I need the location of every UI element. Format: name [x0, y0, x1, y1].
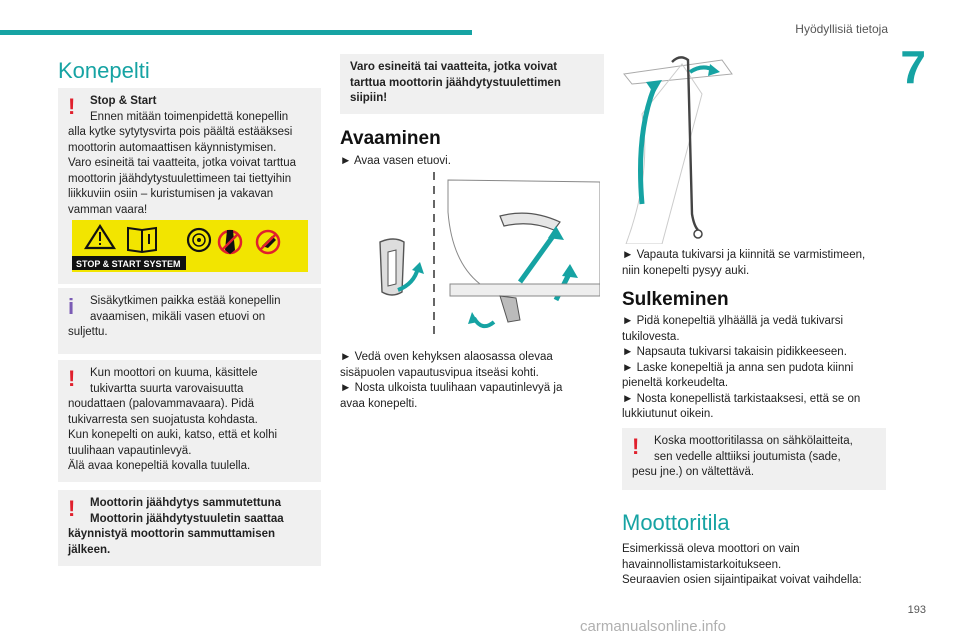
- warning-line: siipiin!: [350, 92, 388, 104]
- watermark: carmanualsonline.info: [580, 618, 726, 635]
- warning-line: Kun moottori on kuuma, käsittele: [90, 367, 258, 379]
- warning-line: tukivartta suurta varovaisuutta: [90, 382, 244, 395]
- warning-line: tuulihaan vapautinlevyä.: [68, 444, 192, 457]
- info-line: Sisäkytkimen paikka estää konepellin: [90, 295, 281, 307]
- warning-line: moottorin automaattisen käynnistymisen.: [68, 141, 277, 154]
- warning-line: alla kytke sytytysvirta pois päältä estääksesi: [68, 126, 293, 138]
- warning-line: sen vedelle alttiiksi joutumista (sade,: [654, 450, 841, 463]
- warning-line: Kun konepelti on auki, katso, että et kolhi: [68, 429, 278, 441]
- fan-icon: [188, 229, 210, 251]
- warning-icon: !: [68, 366, 76, 391]
- section-title: Hyödyllisiä tietoja: [795, 22, 888, 36]
- warning-title: Stop & Start: [90, 95, 157, 107]
- warning-triangle-icon: [86, 226, 114, 248]
- step-line: avaa konepelti.: [340, 397, 418, 410]
- warning-line: jälkeen.: [68, 543, 111, 556]
- page-number: 193: [907, 604, 926, 616]
- warning-box-cooling-fan: [58, 490, 321, 566]
- step-line: ► Napsauta tukivarsi takaisin pidikkeeseen.: [622, 346, 847, 358]
- step-prop-rod: [622, 248, 886, 279]
- warning-box-stop-start: [58, 88, 321, 284]
- warning-line: moottorin jäähdytystuulettimeen tai tiettyihin: [68, 172, 292, 185]
- warning-line: Moottorin jäähdytystuuletin saattaa: [90, 512, 284, 525]
- info-box-door-switch: [58, 288, 321, 354]
- warning-box-hot-engine: [58, 360, 321, 482]
- warning-line: vamman vaara!: [68, 203, 148, 216]
- hood-release-illustration: [370, 172, 600, 340]
- warning-line: tarttua moottorin jäähdytystuulettimen: [350, 76, 561, 89]
- step-line: ► Pidä konepeltiä ylhäällä ja vedä tukivarsi: [622, 315, 844, 327]
- warning-line: Koska moottoritilassa on sähkölaitteita,: [654, 435, 853, 447]
- paragraph-line: Seuraavien osien sijaintipaikat voivat vaihdella:: [622, 574, 862, 586]
- info-line: avaamisen, mikäli vasen etuovi on: [90, 310, 266, 323]
- stop-start-warning-banner: [72, 220, 308, 272]
- paragraph-line: havainnollistamistarkoitukseen.: [622, 558, 782, 571]
- header-accent-bar: [0, 30, 472, 35]
- step-line: ► Nosta ulkoista tuulihaan vapautinlevyä ja: [340, 382, 563, 394]
- warning-icon: !: [632, 434, 640, 459]
- warning-icon: !: [68, 94, 76, 119]
- warning-line: Älä avaa konepeltiä kovalla tuulella.: [68, 460, 251, 472]
- info-line: suljettu.: [68, 326, 108, 338]
- step-line: ► Vapauta tukivarsi ja kiinnitä se varmistimeen,: [622, 249, 866, 261]
- chapter-number: 7: [900, 41, 926, 93]
- step-text: ► Avaa vasen etuovi.: [340, 155, 451, 167]
- warning-line: liikkuviin osiin – kuristumisen ja vakavan: [68, 188, 274, 200]
- section-heading-engine: Moottoritila: [622, 510, 730, 535]
- warning-line: tukivarresta sen suojatusta kohdasta.: [68, 413, 258, 426]
- warning-box-fan-blades: [340, 54, 604, 114]
- step-line: sisäpuolen vapautusvipua itseäsi kohti.: [340, 366, 539, 379]
- step-line: ► Nosta konepellistä tarkistaaksesi, että se on: [622, 392, 861, 405]
- manual-book-icon: [128, 228, 156, 252]
- section-heading-closing: Sulkeminen: [622, 289, 729, 310]
- prop-rod-illustration: [622, 54, 742, 244]
- warning-line: pesu jne.) on vältettävä.: [632, 466, 755, 478]
- info-icon: i: [68, 294, 75, 319]
- engine-paragraph: [622, 542, 886, 589]
- closing-step-list: [622, 314, 886, 423]
- section-heading-opening: Avaaminen: [340, 128, 441, 149]
- step-line: tukilovesta.: [622, 330, 680, 343]
- no-hand-icon: [257, 231, 279, 253]
- paragraph-line: Esimerkissä oleva moottori on vain: [622, 543, 800, 555]
- step-list: [340, 350, 604, 412]
- banner-label: STOP & START SYSTEM: [76, 259, 181, 269]
- warning-line: Ennen mitään toimenpidettä konepellin: [90, 110, 289, 123]
- warning-line: noudattaen (palovammavaara). Pidä: [68, 398, 255, 410]
- warning-line: Varo esineitä tai vaatteita, jotka voivat: [350, 61, 558, 73]
- page-title: Konepelti: [58, 58, 150, 83]
- warning-line: Varo esineitä tai vaatteita, jotka voivat tarttua: [68, 157, 296, 169]
- no-tie-icon: [219, 230, 241, 254]
- step-line: niin konepelti pysyy auki.: [622, 264, 750, 277]
- step-line: pieneltä korkeudelta.: [622, 377, 729, 389]
- warning-line: käynnistyä moottorin sammuttamisen: [68, 528, 276, 540]
- warning-box-electrical: [622, 428, 886, 490]
- warning-line: Moottorin jäähdytys sammutettuna: [90, 497, 282, 509]
- step-line: ► Laske konepeltiä ja anna sen pudota kiinni: [622, 361, 854, 374]
- step-line: lukkiutunut oikein.: [622, 408, 714, 420]
- step-line: ► Vedä oven kehyksen alaosassa olevaa: [340, 351, 553, 363]
- warning-icon: !: [68, 496, 76, 521]
